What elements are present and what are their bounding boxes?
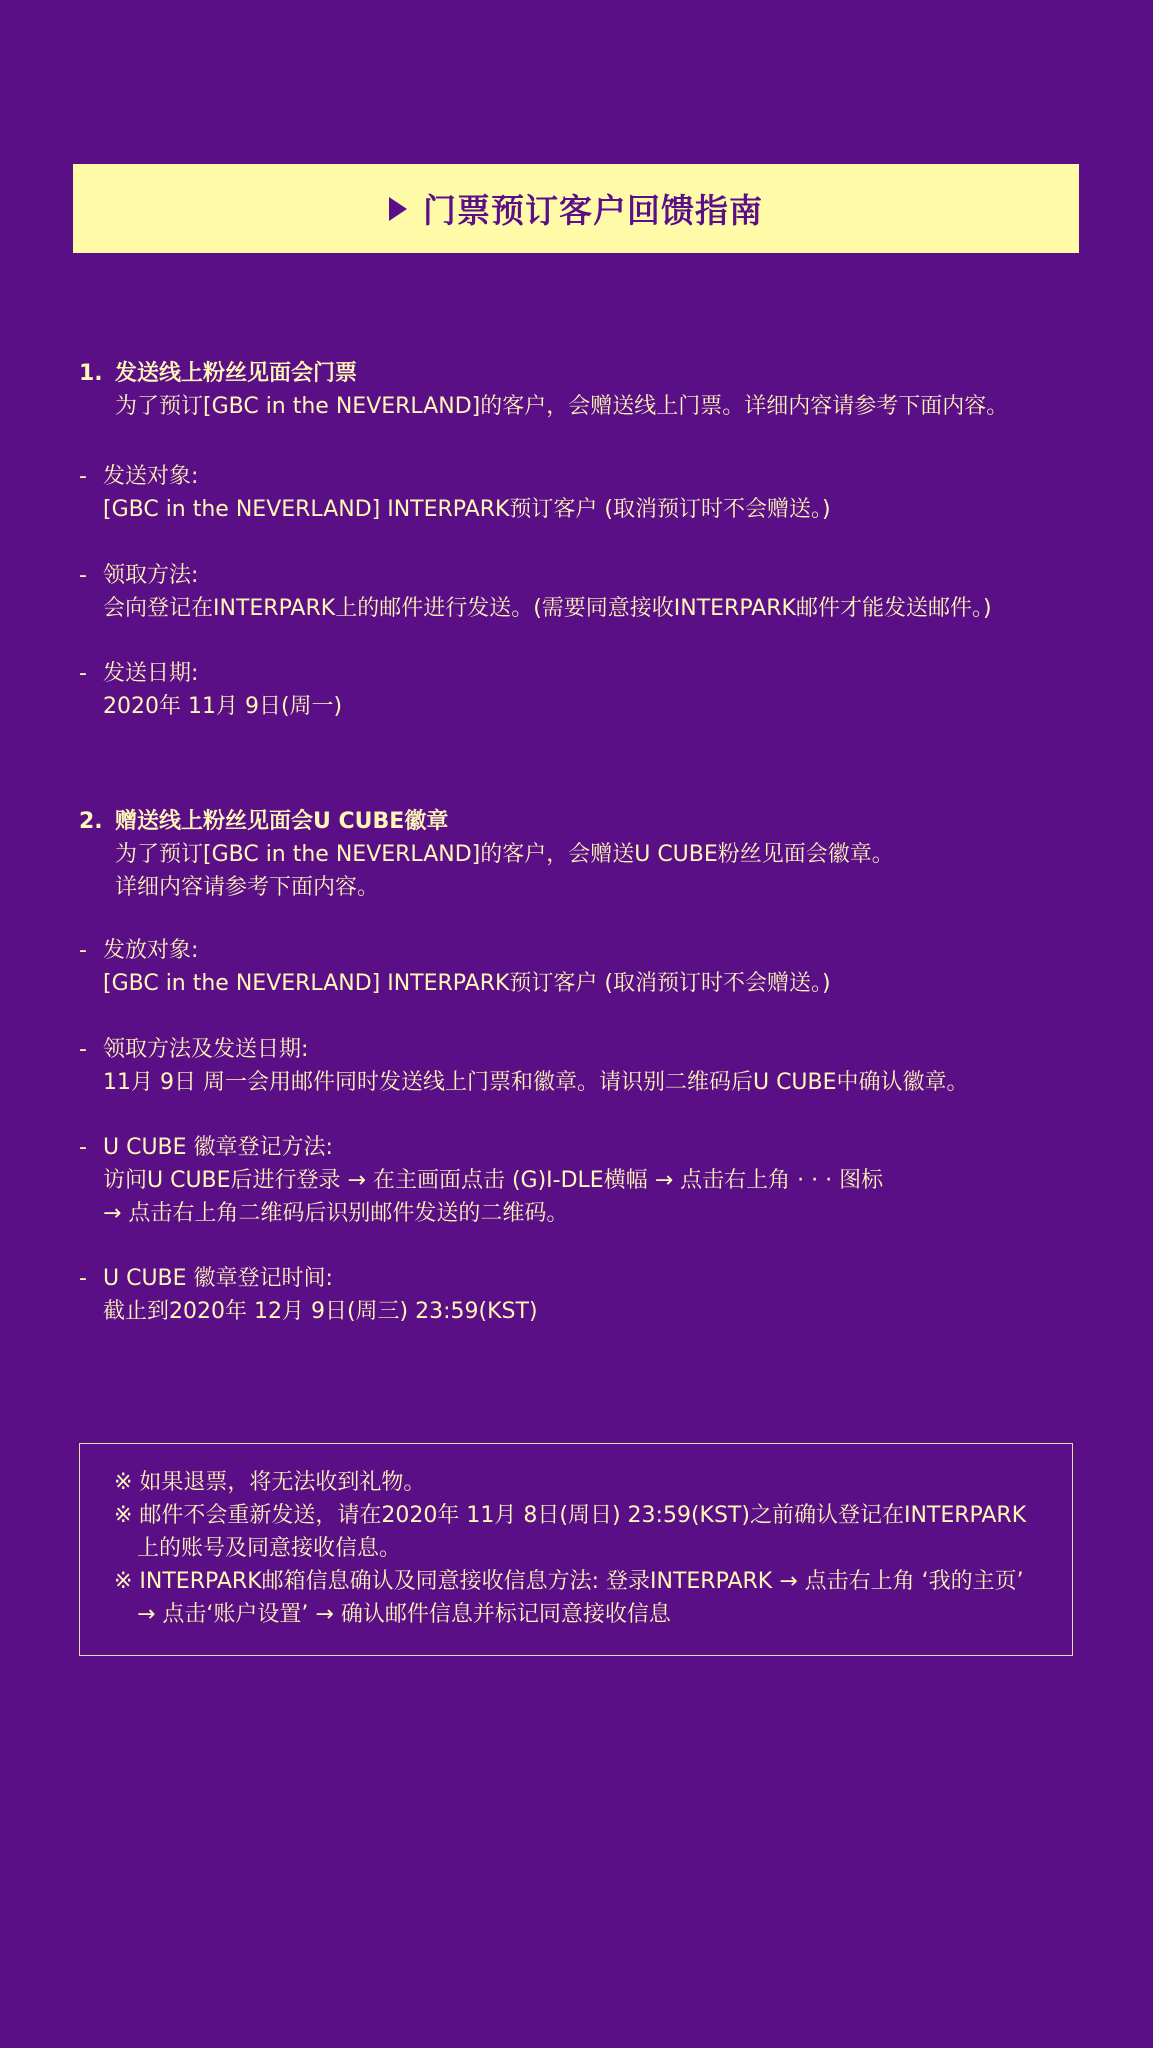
s1-item2-label: 领取方法: [103, 563, 199, 588]
notice-line-3: 上的账号及同意接收信息。 [137, 1536, 402, 1561]
notice-line-4: ※ INTERPARK邮箱信息确认及同意接收信息方法: 登录INTERPARK → 点击右上角 ‘我的主页’ [114, 1569, 1024, 1594]
section2-number: 2. [79, 809, 103, 834]
s2-item3-value2: → 点击右上角二维码后识别邮件发送的二维码。 [103, 1201, 569, 1226]
bullet-dash: - [79, 938, 87, 963]
s1-item2-value: 会向登记在INTERPARK上的邮件进行发送。(需要同意接收INTERPARK邮件才能发送邮件。) [103, 596, 992, 621]
section1-intro: 为了预订[GBC in the NEVERLAND]的客户，会赠送线上门票。详细内容请参考下面内容。 [115, 394, 1009, 419]
section1-heading [79, 357, 357, 390]
bullet-dash: - [79, 1135, 87, 1160]
s1-item1-label: 发送对象: [103, 464, 199, 489]
s1-item1-value: [GBC in the NEVERLAND] INTERPARK预订客户 (取消预订时不会赠送。) [103, 497, 831, 522]
bullet-dash: - [79, 563, 87, 588]
s2-item3-value: 访问U CUBE后进行登录 → 在主画面点击 (G)I-DLE横幅 → 点击右上角 · · · 图标 [103, 1168, 884, 1193]
notice-line-1: ※ 如果退票，将无法收到礼物。 [114, 1470, 426, 1495]
page-title-text: 门票预订客户回馈指南 [423, 191, 763, 230]
section2-intro-line2: 详细内容请参考下面内容。 [115, 875, 380, 900]
bullet-dash: - [79, 464, 87, 489]
s1-item3-value: 2020年 11月 9日(周一) [103, 694, 343, 719]
notice-line-5: → 点击‘账户设置’ → 确认邮件信息并标记同意接收信息 [137, 1602, 671, 1627]
section2-heading [79, 805, 448, 838]
section1-title: 发送线上粉丝见面会门票 [115, 361, 358, 386]
play-triangle-icon [389, 197, 407, 221]
s2-item1-label: 发放对象: [103, 938, 199, 963]
notice-box [79, 1443, 1073, 1656]
s2-item4-label: U CUBE 徽章登记时间: [103, 1266, 333, 1291]
s2-item3-label: U CUBE 徽章登记方法: [103, 1135, 333, 1160]
s2-item2-label: 领取方法及发送日期: [103, 1037, 309, 1062]
bullet-dash: - [79, 1266, 87, 1291]
bullet-dash: - [79, 661, 87, 686]
section2-intro-line1: 为了预订[GBC in the NEVERLAND]的客户，会赠送U CUBE粉丝见面会徽章。 [115, 842, 894, 867]
bullet-dash: - [79, 1037, 87, 1062]
notice-line-2: ※ 邮件不会重新发送，请在2020年 11月 8日(周日) 23:59(KST)之前确认登记在INTERPARK [114, 1503, 1027, 1528]
s2-item2-value: 11月 9日 周一会用邮件同时发送线上门票和徽章。请识别二维码后U CUBE中确认徽章。 [103, 1070, 969, 1095]
section2-title: 赠送线上粉丝见面会U CUBE徽章 [115, 809, 449, 834]
title-banner [73, 164, 1079, 253]
section1-number: 1. [79, 361, 103, 386]
page-title [389, 185, 763, 232]
s2-item1-value: [GBC in the NEVERLAND] INTERPARK预订客户 (取消预订时不会赠送。) [103, 971, 831, 996]
s1-item3-label: 发送日期: [103, 661, 199, 686]
s2-item4-value: 截止到2020年 12月 9日(周三) 23:59(KST) [103, 1299, 538, 1324]
